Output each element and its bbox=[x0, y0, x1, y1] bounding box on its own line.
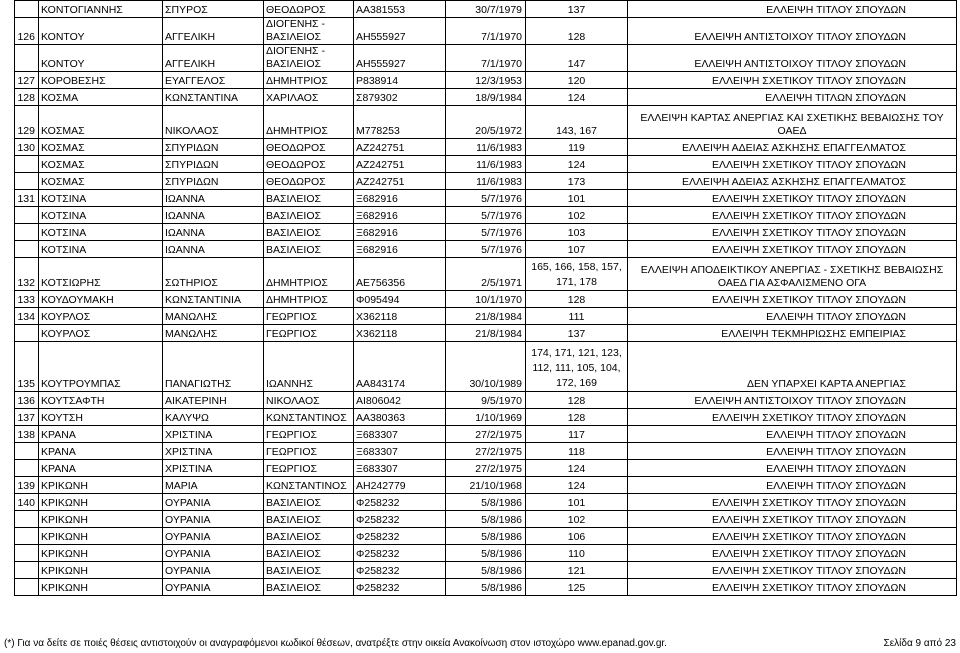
cell-id-number: Ξ682916 bbox=[354, 207, 446, 224]
cell-surname: ΚΡΙΚΩΝΗ bbox=[39, 494, 163, 511]
cell-birth-date: 27/2/1975 bbox=[446, 460, 526, 477]
cell-id-number: ΑΖ242751 bbox=[354, 173, 446, 190]
table-body bbox=[15, 1, 957, 596]
cell-id-number: ΑΗ242779 bbox=[354, 477, 446, 494]
cell-number bbox=[15, 511, 39, 528]
cell-birth-date: 5/7/1976 bbox=[446, 190, 526, 207]
table-row bbox=[15, 511, 957, 528]
cell-rejection-reason: ΔΕΝ ΥΠΑΡΧΕΙ ΚΑΡΤΑ ΑΝΕΡΓΙΑΣ bbox=[628, 342, 957, 392]
cell-first-name: ΣΠΥΡΙΔΩΝ bbox=[163, 156, 264, 173]
cell-id-number: Φ258232 bbox=[354, 511, 446, 528]
cell-number bbox=[15, 156, 39, 173]
cell-father-name: ΒΑΣΙΛΕΙΟΣ bbox=[264, 511, 354, 528]
cell-rejection-reason: ΕΛΛΕΙΨΗ ΑΔΕΙΑΣ ΑΣΚΗΣΗΣ ΕΠΑΓΓΕΛΜΑΤΟΣ bbox=[628, 173, 957, 190]
cell-father-name: ΚΩΝΣΤΑΝΤΙΝΟΣ bbox=[264, 477, 354, 494]
cell-surname: ΚΟΣΜΑΣ bbox=[39, 173, 163, 190]
table-row bbox=[15, 409, 957, 426]
table-row bbox=[15, 579, 957, 596]
table-row bbox=[15, 173, 957, 190]
cell-surname: ΚΟΣΜΑ bbox=[39, 89, 163, 106]
cell-birth-date: 11/6/1983 bbox=[446, 139, 526, 156]
cell-first-name: ΟΥΡΑΝΙΑ bbox=[163, 579, 264, 596]
cell-position-codes: 165, 166, 158, 157, 171, 178 bbox=[526, 258, 628, 291]
cell-rejection-reason: ΕΛΛΕΙΨΗ ΣΧΕΤΙΚΟΥ ΤΙΤΛΟΥ ΣΠΟΥΔΩΝ bbox=[628, 545, 957, 562]
table-row bbox=[15, 1, 957, 18]
cell-surname: ΚΟΡΟΒΕΣΗΣ bbox=[39, 72, 163, 89]
cell-number bbox=[15, 241, 39, 258]
page-number: Σελίδα 9 από 23 bbox=[883, 638, 956, 649]
cell-position-codes: 124 bbox=[526, 156, 628, 173]
cell-first-name: ΟΥΡΑΝΙΑ bbox=[163, 494, 264, 511]
cell-number: 134 bbox=[15, 308, 39, 325]
table-row bbox=[15, 106, 957, 139]
cell-first-name: ΚΑΛΥΨΩ bbox=[163, 409, 264, 426]
cell-father-name: ΔΙΟΓΕΝΗΣ - ΒΑΣΙΛΕΙΟΣ bbox=[264, 45, 354, 72]
cell-first-name: ΣΠΥΡΙΔΩΝ bbox=[163, 139, 264, 156]
table-row bbox=[15, 258, 957, 291]
cell-position-codes: 124 bbox=[526, 460, 628, 477]
cell-birth-date: 5/8/1986 bbox=[446, 545, 526, 562]
cell-number: 130 bbox=[15, 139, 39, 156]
cell-position-codes: 119 bbox=[526, 139, 628, 156]
cell-number bbox=[15, 528, 39, 545]
cell-rejection-reason: ΕΛΛΕΙΨΗ ΑΔΕΙΑΣ ΑΣΚΗΣΗΣ ΕΠΑΓΓΕΛΜΑΤΟΣ bbox=[628, 139, 957, 156]
cell-number: 129 bbox=[15, 106, 39, 139]
cell-father-name: ΒΑΣΙΛΕΙΟΣ bbox=[264, 494, 354, 511]
cell-first-name: ΜΑΝΩΛΗΣ bbox=[163, 308, 264, 325]
cell-first-name: ΚΩΝΣΤΑΝΤΙΝΙΑ bbox=[163, 291, 264, 308]
table-row bbox=[15, 545, 957, 562]
cell-surname: ΚΟΥΡΛΟΣ bbox=[39, 325, 163, 342]
results-table bbox=[14, 0, 957, 596]
cell-birth-date: 5/8/1986 bbox=[446, 528, 526, 545]
cell-id-number: Ξ683307 bbox=[354, 460, 446, 477]
cell-birth-date: 21/8/1984 bbox=[446, 325, 526, 342]
cell-id-number: ΑΗ555927 bbox=[354, 18, 446, 45]
cell-position-codes: 121 bbox=[526, 562, 628, 579]
cell-first-name: ΣΩΤΗΡΙΟΣ bbox=[163, 258, 264, 291]
cell-position-codes: 102 bbox=[526, 207, 628, 224]
cell-id-number: Ξ682916 bbox=[354, 190, 446, 207]
cell-father-name: ΘΕΟΔΩΡΟΣ bbox=[264, 139, 354, 156]
table-row bbox=[15, 207, 957, 224]
cell-first-name: ΟΥΡΑΝΙΑ bbox=[163, 511, 264, 528]
cell-id-number: Ξ683307 bbox=[354, 443, 446, 460]
cell-surname: ΚΟΥΤΡΟΥΜΠΑΣ bbox=[39, 342, 163, 392]
cell-surname: ΚΡΑΝΑ bbox=[39, 460, 163, 477]
table-row bbox=[15, 190, 957, 207]
cell-rejection-reason: ΕΛΛΕΙΨΗ ΣΧΕΤΙΚΟΥ ΤΙΤΛΟΥ ΣΠΟΥΔΩΝ bbox=[628, 156, 957, 173]
cell-rejection-reason: ΕΛΛΕΙΨΗ ΑΠΟΔΕΙΚΤΙΚΟΥ ΑΝΕΡΓΙΑΣ - ΣΧΕΤΙΚΗΣ ΒΕΒΑΙΩΣΗΣ ΟΑΕΔ ΓΙΑ ΑΣΦΑΛΙΣΜΕΝΟ ΟΓΑ bbox=[628, 258, 957, 291]
cell-birth-date: 20/5/1972 bbox=[446, 106, 526, 139]
cell-surname: ΚΟΝΤΟΥ bbox=[39, 18, 163, 45]
cell-id-number: ΑΖ242751 bbox=[354, 139, 446, 156]
cell-surname: ΚΟΤΣΙΝΑ bbox=[39, 241, 163, 258]
cell-first-name: ΑΓΓΕΛΙΚΗ bbox=[163, 18, 264, 45]
cell-number bbox=[15, 45, 39, 72]
cell-father-name: ΘΕΟΔΩΡΟΣ bbox=[264, 173, 354, 190]
cell-rejection-reason: ΕΛΛΕΙΨΗ ΣΧΕΤΙΚΟΥ ΤΙΤΛΟΥ ΣΠΟΥΔΩΝ bbox=[628, 291, 957, 308]
cell-id-number: ΑΖ242751 bbox=[354, 156, 446, 173]
cell-birth-date: 5/7/1976 bbox=[446, 224, 526, 241]
cell-number bbox=[15, 460, 39, 477]
cell-rejection-reason: ΕΛΛΕΙΨΗ ΤΙΤΛΟΥ ΣΠΟΥΔΩΝ bbox=[628, 1, 957, 18]
cell-rejection-reason: ΕΛΛΕΙΨΗ ΤΙΤΛΟΥ ΣΠΟΥΔΩΝ bbox=[628, 460, 957, 477]
cell-first-name: ΣΠΥΡΟΣ bbox=[163, 1, 264, 18]
cell-number bbox=[15, 325, 39, 342]
cell-first-name: ΠΑΝΑΓΙΩΤΗΣ bbox=[163, 342, 264, 392]
cell-position-codes: 174, 171, 121, 123, 112, 111, 105, 104, 172, 169 bbox=[526, 342, 628, 392]
table-row bbox=[15, 224, 957, 241]
cell-first-name: ΑΓΓΕΛΙΚΗ bbox=[163, 45, 264, 72]
table-row bbox=[15, 72, 957, 89]
cell-surname: ΚΡΑΝΑ bbox=[39, 443, 163, 460]
cell-first-name: ΧΡΙΣΤΙΝΑ bbox=[163, 460, 264, 477]
cell-surname: ΚΟΣΜΑΣ bbox=[39, 156, 163, 173]
table-row bbox=[15, 426, 957, 443]
cell-id-number: Χ362118 bbox=[354, 325, 446, 342]
cell-number: 140 bbox=[15, 494, 39, 511]
cell-id-number: Ξ682916 bbox=[354, 224, 446, 241]
cell-surname: ΚΡΙΚΩΝΗ bbox=[39, 545, 163, 562]
cell-surname: ΚΡΙΚΩΝΗ bbox=[39, 562, 163, 579]
table-row bbox=[15, 139, 957, 156]
cell-rejection-reason: ΕΛΛΕΙΨΗ ΣΧΕΤΙΚΟΥ ΤΙΤΛΟΥ ΣΠΟΥΔΩΝ bbox=[628, 511, 957, 528]
cell-father-name: ΒΑΣΙΛΕΙΟΣ bbox=[264, 224, 354, 241]
cell-father-name: ΚΩΝΣΤΑΝΤΙΝΟΣ bbox=[264, 409, 354, 426]
table-row bbox=[15, 392, 957, 409]
table-row bbox=[15, 18, 957, 45]
cell-surname: ΚΟΤΣΙΝΑ bbox=[39, 224, 163, 241]
cell-father-name: ΒΑΣΙΛΕΙΟΣ bbox=[264, 562, 354, 579]
cell-surname: ΚΟΤΣΙΩΡΗΣ bbox=[39, 258, 163, 291]
cell-father-name: ΙΩΑΝΝΗΣ bbox=[264, 342, 354, 392]
cell-id-number: Φ258232 bbox=[354, 494, 446, 511]
cell-birth-date: 11/6/1983 bbox=[446, 156, 526, 173]
cell-number: 136 bbox=[15, 392, 39, 409]
cell-surname: ΚΡΙΚΩΝΗ bbox=[39, 579, 163, 596]
table-row bbox=[15, 477, 957, 494]
cell-birth-date: 27/2/1975 bbox=[446, 426, 526, 443]
cell-id-number: Ρ838914 bbox=[354, 72, 446, 89]
cell-father-name: ΓΕΩΡΓΙΟΣ bbox=[264, 308, 354, 325]
cell-birth-date: 30/7/1979 bbox=[446, 1, 526, 18]
cell-id-number: Χ362118 bbox=[354, 308, 446, 325]
cell-birth-date: 9/5/1970 bbox=[446, 392, 526, 409]
cell-surname: ΚΡΑΝΑ bbox=[39, 426, 163, 443]
cell-id-number: Φ258232 bbox=[354, 562, 446, 579]
cell-number: 138 bbox=[15, 426, 39, 443]
cell-id-number: ΑΙ806042 bbox=[354, 392, 446, 409]
cell-rejection-reason: ΕΛΛΕΙΨΗ ΣΧΕΤΙΚΟΥ ΤΙΤΛΟΥ ΣΠΟΥΔΩΝ bbox=[628, 190, 957, 207]
cell-birth-date: 2/5/1971 bbox=[446, 258, 526, 291]
cell-position-codes: 103 bbox=[526, 224, 628, 241]
cell-rejection-reason: ΕΛΛΕΙΨΗ ΣΧΕΤΙΚΟΥ ΤΙΤΛΟΥ ΣΠΟΥΔΩΝ bbox=[628, 72, 957, 89]
cell-birth-date: 18/9/1984 bbox=[446, 89, 526, 106]
cell-position-codes: 124 bbox=[526, 89, 628, 106]
cell-birth-date: 11/6/1983 bbox=[446, 173, 526, 190]
footer-note: (*) Για να δείτε σε ποιές θέσεις αντιστοιχούν οι αναγραφόμενοι κωδικοί θέσεων, ανατρέξτε στην οικεία Ανακοίνωση στον ιστοχώρο www.epanad.gov.gr. bbox=[4, 638, 667, 649]
cell-position-codes: 137 bbox=[526, 325, 628, 342]
cell-birth-date: 27/2/1975 bbox=[446, 443, 526, 460]
cell-id-number: ΑΗ555927 bbox=[354, 45, 446, 72]
table-row bbox=[15, 342, 957, 392]
cell-father-name: ΓΕΩΡΓΙΟΣ bbox=[264, 426, 354, 443]
cell-number: 126 bbox=[15, 18, 39, 45]
table-row bbox=[15, 156, 957, 173]
cell-id-number: Φ258232 bbox=[354, 545, 446, 562]
cell-birth-date: 12/3/1953 bbox=[446, 72, 526, 89]
table-row bbox=[15, 494, 957, 511]
cell-first-name: ΜΑΝΩΛΗΣ bbox=[163, 325, 264, 342]
cell-rejection-reason: ΕΛΛΕΙΨΗ ΤΙΤΛΟΥ ΣΠΟΥΔΩΝ bbox=[628, 426, 957, 443]
cell-number bbox=[15, 545, 39, 562]
cell-father-name: ΒΑΣΙΛΕΙΟΣ bbox=[264, 241, 354, 258]
cell-position-codes: 128 bbox=[526, 291, 628, 308]
table-row bbox=[15, 528, 957, 545]
cell-father-name: ΔΗΜΗΤΡΙΟΣ bbox=[264, 258, 354, 291]
cell-father-name: ΓΕΩΡΓΙΟΣ bbox=[264, 460, 354, 477]
cell-first-name: ΑΙΚΑΤΕΡΙΝΗ bbox=[163, 392, 264, 409]
table-row bbox=[15, 562, 957, 579]
cell-number: 128 bbox=[15, 89, 39, 106]
cell-surname: ΚΟΥΤΣΗ bbox=[39, 409, 163, 426]
cell-position-codes: 118 bbox=[526, 443, 628, 460]
cell-birth-date: 1/10/1969 bbox=[446, 409, 526, 426]
cell-birth-date: 5/7/1976 bbox=[446, 207, 526, 224]
cell-birth-date: 5/8/1986 bbox=[446, 562, 526, 579]
cell-id-number: Μ778253 bbox=[354, 106, 446, 139]
cell-id-number: ΑΑ380363 bbox=[354, 409, 446, 426]
cell-father-name: ΘΕΟΔΩΡΟΣ bbox=[264, 1, 354, 18]
cell-number: 137 bbox=[15, 409, 39, 426]
cell-first-name: ΝΙΚΟΛΑΟΣ bbox=[163, 106, 264, 139]
cell-surname: ΚΡΙΚΩΝΗ bbox=[39, 477, 163, 494]
cell-first-name: ΧΡΙΣΤΙΝΑ bbox=[163, 426, 264, 443]
cell-birth-date: 7/1/1970 bbox=[446, 18, 526, 45]
cell-first-name: ΜΑΡΙΑ bbox=[163, 477, 264, 494]
cell-rejection-reason: ΕΛΛΕΙΨΗ ΣΧΕΤΙΚΟΥ ΤΙΤΛΟΥ ΣΠΟΥΔΩΝ bbox=[628, 562, 957, 579]
table-row bbox=[15, 89, 957, 106]
cell-position-codes: 125 bbox=[526, 579, 628, 596]
cell-number bbox=[15, 207, 39, 224]
cell-rejection-reason: ΕΛΛΕΙΨΗ ΑΝΤΙΣΤΟΙΧΟΥ ΤΙΤΛΟΥ ΣΠΟΥΔΩΝ bbox=[628, 18, 957, 45]
cell-position-codes: 120 bbox=[526, 72, 628, 89]
cell-surname: ΚΟΥΡΛΟΣ bbox=[39, 308, 163, 325]
cell-father-name: ΔΗΜΗΤΡΙΟΣ bbox=[264, 106, 354, 139]
cell-first-name: ΧΡΙΣΤΙΝΑ bbox=[163, 443, 264, 460]
cell-number bbox=[15, 173, 39, 190]
cell-first-name: ΙΩΑΝΝΑ bbox=[163, 224, 264, 241]
cell-father-name: ΘΕΟΔΩΡΟΣ bbox=[264, 156, 354, 173]
cell-first-name: ΙΩΑΝΝΑ bbox=[163, 207, 264, 224]
cell-id-number: ΑΑ843174 bbox=[354, 342, 446, 392]
cell-birth-date: 10/1/1970 bbox=[446, 291, 526, 308]
cell-rejection-reason: ΕΛΛΕΙΨΗ ΤΙΤΛΟΥ ΣΠΟΥΔΩΝ bbox=[628, 477, 957, 494]
table-row bbox=[15, 443, 957, 460]
cell-father-name: ΔΗΜΗΤΡΙΟΣ bbox=[264, 72, 354, 89]
cell-number: 139 bbox=[15, 477, 39, 494]
cell-position-codes: 173 bbox=[526, 173, 628, 190]
cell-rejection-reason: ΕΛΛΕΙΨΗ ΣΧΕΤΙΚΟΥ ΤΙΤΛΟΥ ΣΠΟΥΔΩΝ bbox=[628, 241, 957, 258]
cell-surname: ΚΡΙΚΩΝΗ bbox=[39, 511, 163, 528]
cell-first-name: ΙΩΑΝΝΑ bbox=[163, 241, 264, 258]
cell-father-name: ΒΑΣΙΛΕΙΟΣ bbox=[264, 190, 354, 207]
cell-position-codes: 143, 167 bbox=[526, 106, 628, 139]
cell-id-number: Ξ682916 bbox=[354, 241, 446, 258]
cell-position-codes: 147 bbox=[526, 45, 628, 72]
cell-birth-date: 30/10/1989 bbox=[446, 342, 526, 392]
cell-first-name: ΟΥΡΑΝΙΑ bbox=[163, 528, 264, 545]
cell-position-codes: 128 bbox=[526, 18, 628, 45]
cell-father-name: ΒΑΣΙΛΕΙΟΣ bbox=[264, 545, 354, 562]
cell-father-name: ΔΙΟΓΕΝΗΣ - ΒΑΣΙΛΕΙΟΣ bbox=[264, 18, 354, 45]
cell-rejection-reason: ΕΛΛΕΙΨΗ ΣΧΕΤΙΚΟΥ ΤΙΤΛΟΥ ΣΠΟΥΔΩΝ bbox=[628, 207, 957, 224]
cell-position-codes: 124 bbox=[526, 477, 628, 494]
cell-id-number: Σ879302 bbox=[354, 89, 446, 106]
cell-rejection-reason: ΕΛΛΕΙΨΗ ΣΧΕΤΙΚΟΥ ΤΙΤΛΟΥ ΣΠΟΥΔΩΝ bbox=[628, 494, 957, 511]
cell-position-codes: 101 bbox=[526, 190, 628, 207]
cell-number bbox=[15, 443, 39, 460]
cell-number: 127 bbox=[15, 72, 39, 89]
cell-first-name: ΣΠΥΡΙΔΩΝ bbox=[163, 173, 264, 190]
cell-father-name: ΔΗΜΗΤΡΙΟΣ bbox=[264, 291, 354, 308]
cell-rejection-reason: ΕΛΛΕΙΨΗ ΑΝΤΙΣΤΟΙΧΟΥ ΤΙΤΛΟΥ ΣΠΟΥΔΩΝ bbox=[628, 392, 957, 409]
cell-surname: ΚΟΤΣΙΝΑ bbox=[39, 190, 163, 207]
cell-birth-date: 5/8/1986 bbox=[446, 494, 526, 511]
cell-id-number: Φ095494 bbox=[354, 291, 446, 308]
cell-birth-date: 5/8/1986 bbox=[446, 579, 526, 596]
cell-surname: ΚΟΝΤΟΥ bbox=[39, 45, 163, 72]
cell-number bbox=[15, 562, 39, 579]
cell-father-name: ΝΙΚΟΛΑΟΣ bbox=[264, 392, 354, 409]
cell-birth-date: 7/1/1970 bbox=[446, 45, 526, 72]
cell-position-codes: 106 bbox=[526, 528, 628, 545]
cell-rejection-reason: ΕΛΛΕΙΨΗ ΚΑΡΤΑΣ ΑΝΕΡΓΙΑΣ ΚΑΙ ΣΧΕΤΙΚΗΣ ΒΕΒΑΙΩΣΗΣ ΤΟΥ ΟΑΕΔ bbox=[628, 106, 957, 139]
cell-rejection-reason: ΕΛΛΕΙΨΗ ΣΧΕΤΙΚΟΥ ΤΙΤΛΟΥ ΣΠΟΥΔΩΝ bbox=[628, 409, 957, 426]
cell-position-codes: 110 bbox=[526, 545, 628, 562]
cell-rejection-reason: ΕΛΛΕΙΨΗ ΤΕΚΜΗΡΙΩΣΗΣ ΕΜΠΕΙΡΙΑΣ bbox=[628, 325, 957, 342]
cell-id-number: Ξ683307 bbox=[354, 426, 446, 443]
cell-surname: ΚΟΥΔΟΥΜΑΚΗ bbox=[39, 291, 163, 308]
cell-rejection-reason: ΕΛΛΕΙΨΗ ΤΙΤΛΟΥ ΣΠΟΥΔΩΝ bbox=[628, 308, 957, 325]
cell-number: 131 bbox=[15, 190, 39, 207]
cell-position-codes: 101 bbox=[526, 494, 628, 511]
cell-first-name: ΕΥΑΓΓΕΛΟΣ bbox=[163, 72, 264, 89]
cell-father-name: ΒΑΣΙΛΕΙΟΣ bbox=[264, 207, 354, 224]
cell-position-codes: 111 bbox=[526, 308, 628, 325]
cell-id-number: Φ258232 bbox=[354, 579, 446, 596]
cell-surname: ΚΡΙΚΩΝΗ bbox=[39, 528, 163, 545]
cell-position-codes: 107 bbox=[526, 241, 628, 258]
table-row bbox=[15, 325, 957, 342]
cell-rejection-reason: ΕΛΛΕΙΨΗ ΣΧΕΤΙΚΟΥ ΤΙΤΛΟΥ ΣΠΟΥΔΩΝ bbox=[628, 224, 957, 241]
cell-surname: ΚΟΣΜΑΣ bbox=[39, 139, 163, 156]
cell-position-codes: 137 bbox=[526, 1, 628, 18]
cell-id-number: ΑΕ756356 bbox=[354, 258, 446, 291]
table-row bbox=[15, 291, 957, 308]
cell-birth-date: 21/8/1984 bbox=[446, 308, 526, 325]
table-row bbox=[15, 460, 957, 477]
cell-father-name: ΒΑΣΙΛΕΙΟΣ bbox=[264, 579, 354, 596]
cell-surname: ΚΟΣΜΑΣ bbox=[39, 106, 163, 139]
cell-first-name: ΙΩΑΝΝΑ bbox=[163, 190, 264, 207]
cell-birth-date: 5/7/1976 bbox=[446, 241, 526, 258]
cell-position-codes: 117 bbox=[526, 426, 628, 443]
cell-first-name: ΟΥΡΑΝΙΑ bbox=[163, 562, 264, 579]
cell-number bbox=[15, 579, 39, 596]
cell-first-name: ΟΥΡΑΝΙΑ bbox=[163, 545, 264, 562]
cell-position-codes: 128 bbox=[526, 409, 628, 426]
cell-rejection-reason: ΕΛΛΕΙΨΗ ΣΧΕΤΙΚΟΥ ΤΙΤΛΟΥ ΣΠΟΥΔΩΝ bbox=[628, 528, 957, 545]
cell-id-number: ΑΑ381553 bbox=[354, 1, 446, 18]
cell-rejection-reason: ΕΛΛΕΙΨΗ ΣΧΕΤΙΚΟΥ ΤΙΤΛΟΥ ΣΠΟΥΔΩΝ bbox=[628, 579, 957, 596]
table-row bbox=[15, 45, 957, 72]
cell-rejection-reason: ΕΛΛΕΙΨΗ ΤΙΤΛΟΥ ΣΠΟΥΔΩΝ bbox=[628, 443, 957, 460]
cell-number: 135 bbox=[15, 342, 39, 392]
cell-rejection-reason: ΕΛΛΕΙΨΗ ΤΙΤΛΩΝ ΣΠΟΥΔΩΝ bbox=[628, 89, 957, 106]
cell-father-name: ΓΕΩΡΓΙΟΣ bbox=[264, 443, 354, 460]
cell-surname: ΚΟΥΤΣΑΦΤΗ bbox=[39, 392, 163, 409]
table-row bbox=[15, 308, 957, 325]
cell-rejection-reason: ΕΛΛΕΙΨΗ ΑΝΤΙΣΤΟΙΧΟΥ ΤΙΤΛΟΥ ΣΠΟΥΔΩΝ bbox=[628, 45, 957, 72]
cell-birth-date: 21/10/1968 bbox=[446, 477, 526, 494]
cell-number bbox=[15, 1, 39, 18]
cell-surname: ΚΟΝΤΟΓΙΑΝΝΗΣ bbox=[39, 1, 163, 18]
cell-id-number: Φ258232 bbox=[354, 528, 446, 545]
cell-position-codes: 102 bbox=[526, 511, 628, 528]
cell-number: 133 bbox=[15, 291, 39, 308]
cell-father-name: ΧΑΡΙΛΑΟΣ bbox=[264, 89, 354, 106]
cell-surname: ΚΟΤΣΙΝΑ bbox=[39, 207, 163, 224]
cell-birth-date: 5/8/1986 bbox=[446, 511, 526, 528]
cell-number: 132 bbox=[15, 258, 39, 291]
cell-father-name: ΒΑΣΙΛΕΙΟΣ bbox=[264, 528, 354, 545]
cell-father-name: ΓΕΩΡΓΙΟΣ bbox=[264, 325, 354, 342]
cell-number bbox=[15, 224, 39, 241]
cell-position-codes: 128 bbox=[526, 392, 628, 409]
table-row bbox=[15, 241, 957, 258]
cell-first-name: ΚΩΝΣΤΑΝΤΙΝΑ bbox=[163, 89, 264, 106]
